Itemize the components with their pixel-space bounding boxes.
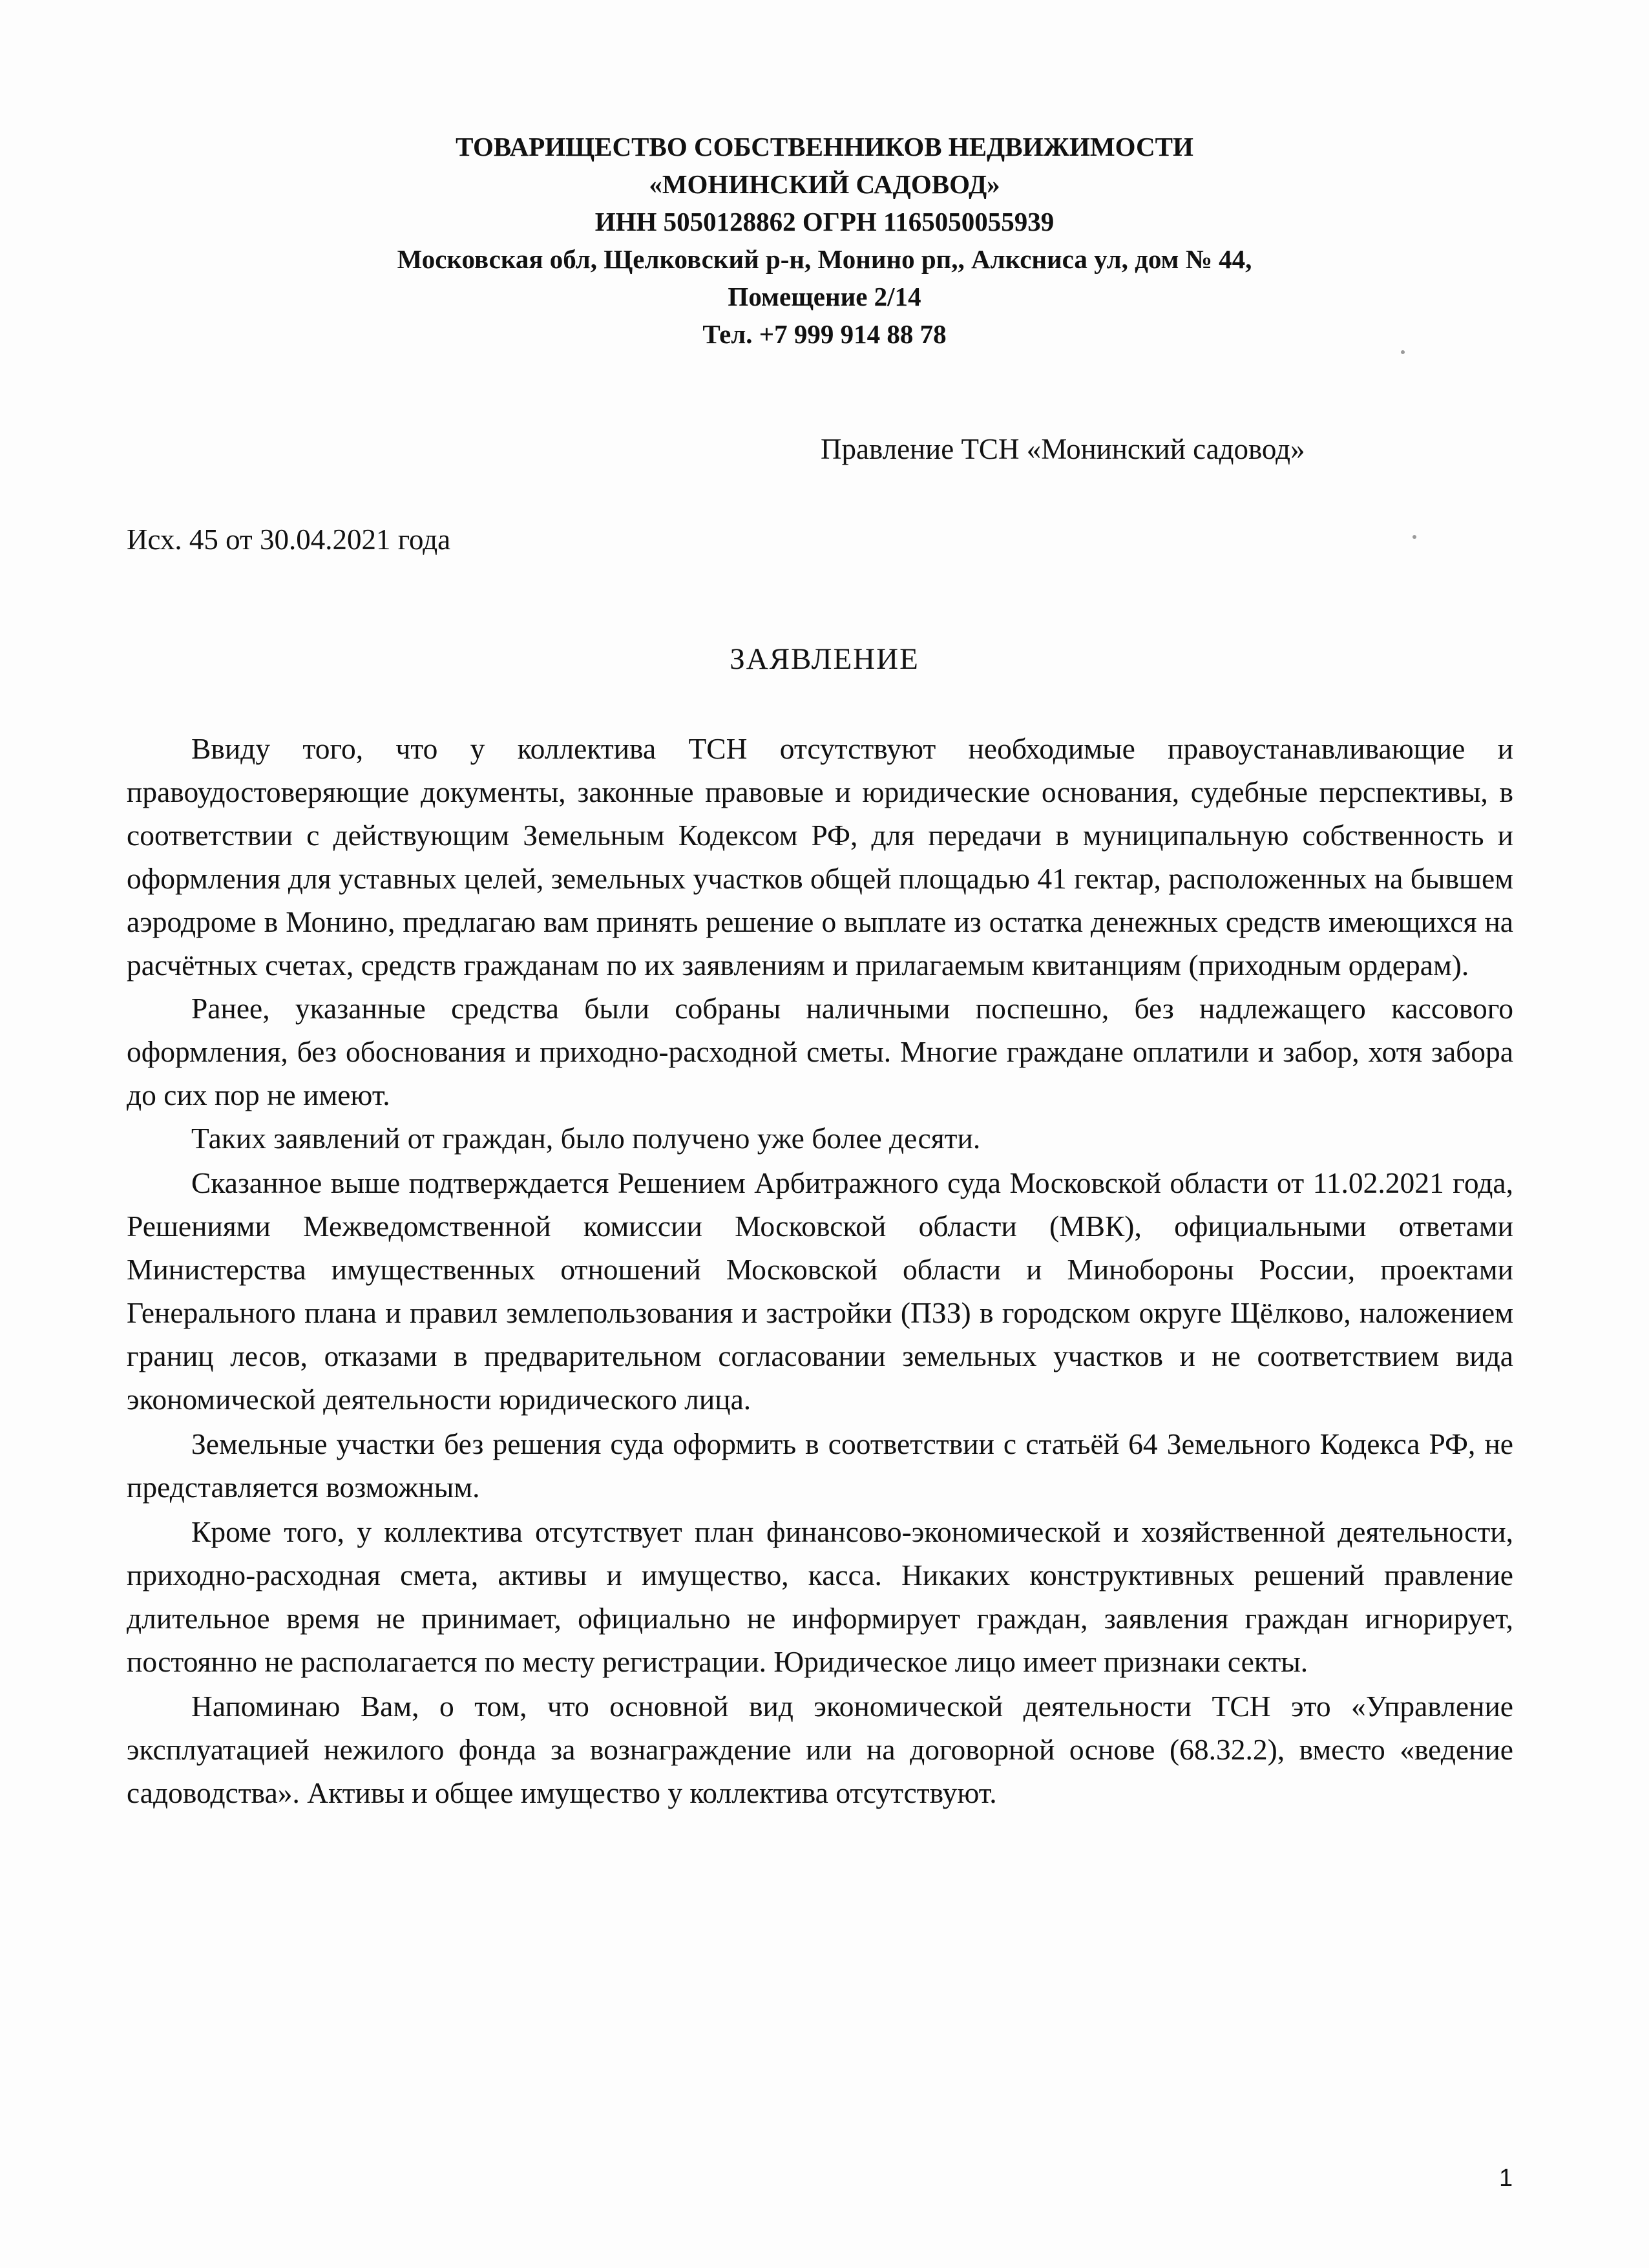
- document-body: [127, 727, 1513, 1814]
- scan-speck: [1413, 535, 1416, 539]
- body-paragraph: Сказанное выше подтверждается Решением Арбитражного суда Московской области от 11.02.2021 года, Решениями Межведомственной комиссии Московской области (МВК), официальными ответами Министерства имущественных отношений Московской области и Минобороны России, проектами Генерального плана и правил землепользования и застройки (ПЗЗ) в городском округе Щёлково, наложением границ лесов, отказами в предварительном согласовании земельных участков и не соответствием вида экономической деятельности юридического лица.: [127, 1166, 1513, 1416]
- body-paragraph: Ранее, указанные средства были собраны наличными поспешно, без надлежащего кассового оформления, без обоснования и приходно-расходной сметы. Многие граждане оплатили и забор, хотя забора до сих пор не имеют.: [127, 992, 1513, 1111]
- body-paragraph: Ввиду того, что у коллектива ТСН отсутствуют необходимые правоустанавливающие и правоудостоверяющие документы, законные правовые и юридические основания, судебные перспективы, в соответствии с действующим Земельным Кодексом РФ, для передачи в муниципальную собственность и оформления для уставных целей, земельных участков общей площадью 41 гектар, расположенных на бывшем аэродроме в Монино, предлагаю вам принять решение о выплате из остатка денежных средств имеющихся на расчётных счетах, средств гражданам по их заявлениям и прилагаемым квитанциям (приходным ордерам).: [127, 732, 1513, 982]
- letterhead: [0, 128, 1649, 353]
- addressee: Правление ТСН «Монинский садовод»: [821, 433, 1305, 465]
- org-registration-numbers: ИНН 5050128862 ОГРН 1165050055939: [594, 207, 1055, 236]
- body-paragraph: Напоминаю Вам, о том, что основной вид экономической деятельности ТСН это «Управление эксплуатацией нежилого фонда за вознаграждение или на договорной основе (68.32.2), вместо «ведение садоводства». Активы и общее имущество у коллектива отсутствуют.: [127, 1690, 1513, 1809]
- org-name: ТОВАРИЩЕСТВО СОБСТВЕННИКОВ НЕДВИЖИМОСТИ: [456, 132, 1193, 162]
- outgoing-reference: Исх. 45 от 30.04.2021 года: [127, 523, 451, 556]
- scan-speck: [1401, 350, 1405, 354]
- document-title: ЗАЯВЛЕНИЕ: [730, 642, 919, 676]
- org-address: Московская обл, Щелковский р-н, Монино рп,, Алксниса ул, дом № 44,: [397, 244, 1252, 274]
- org-short-name: «МОНИНСКИЙ САДОВОД»: [649, 169, 1000, 199]
- body-paragraph: Кроме того, у коллектива отсутствует план финансово-экономической и хозяйственной деятельности, приходно-расходная смета, активы и имущество, касса. Никаких конструктивных решений правление длительное время не принимает, официально не информирует граждан, заявления граждан игнорирует, постоянно не располагается по месту регистрации. Юридическое лицо имеет признаки секты.: [127, 1515, 1513, 1678]
- org-address-room: Помещение 2/14: [728, 282, 921, 311]
- org-phone: Тел. +7 999 914 88 78: [702, 319, 947, 349]
- page-number: 1: [1499, 2165, 1513, 2192]
- body-paragraph: Земельные участки без решения суда оформить в соответствии с статьёй 64 Земельного Кодекса РФ, не представляется возможным.: [127, 1427, 1513, 1504]
- body-paragraph: Таких заявлений от граждан, было получено уже более десяти.: [191, 1122, 981, 1155]
